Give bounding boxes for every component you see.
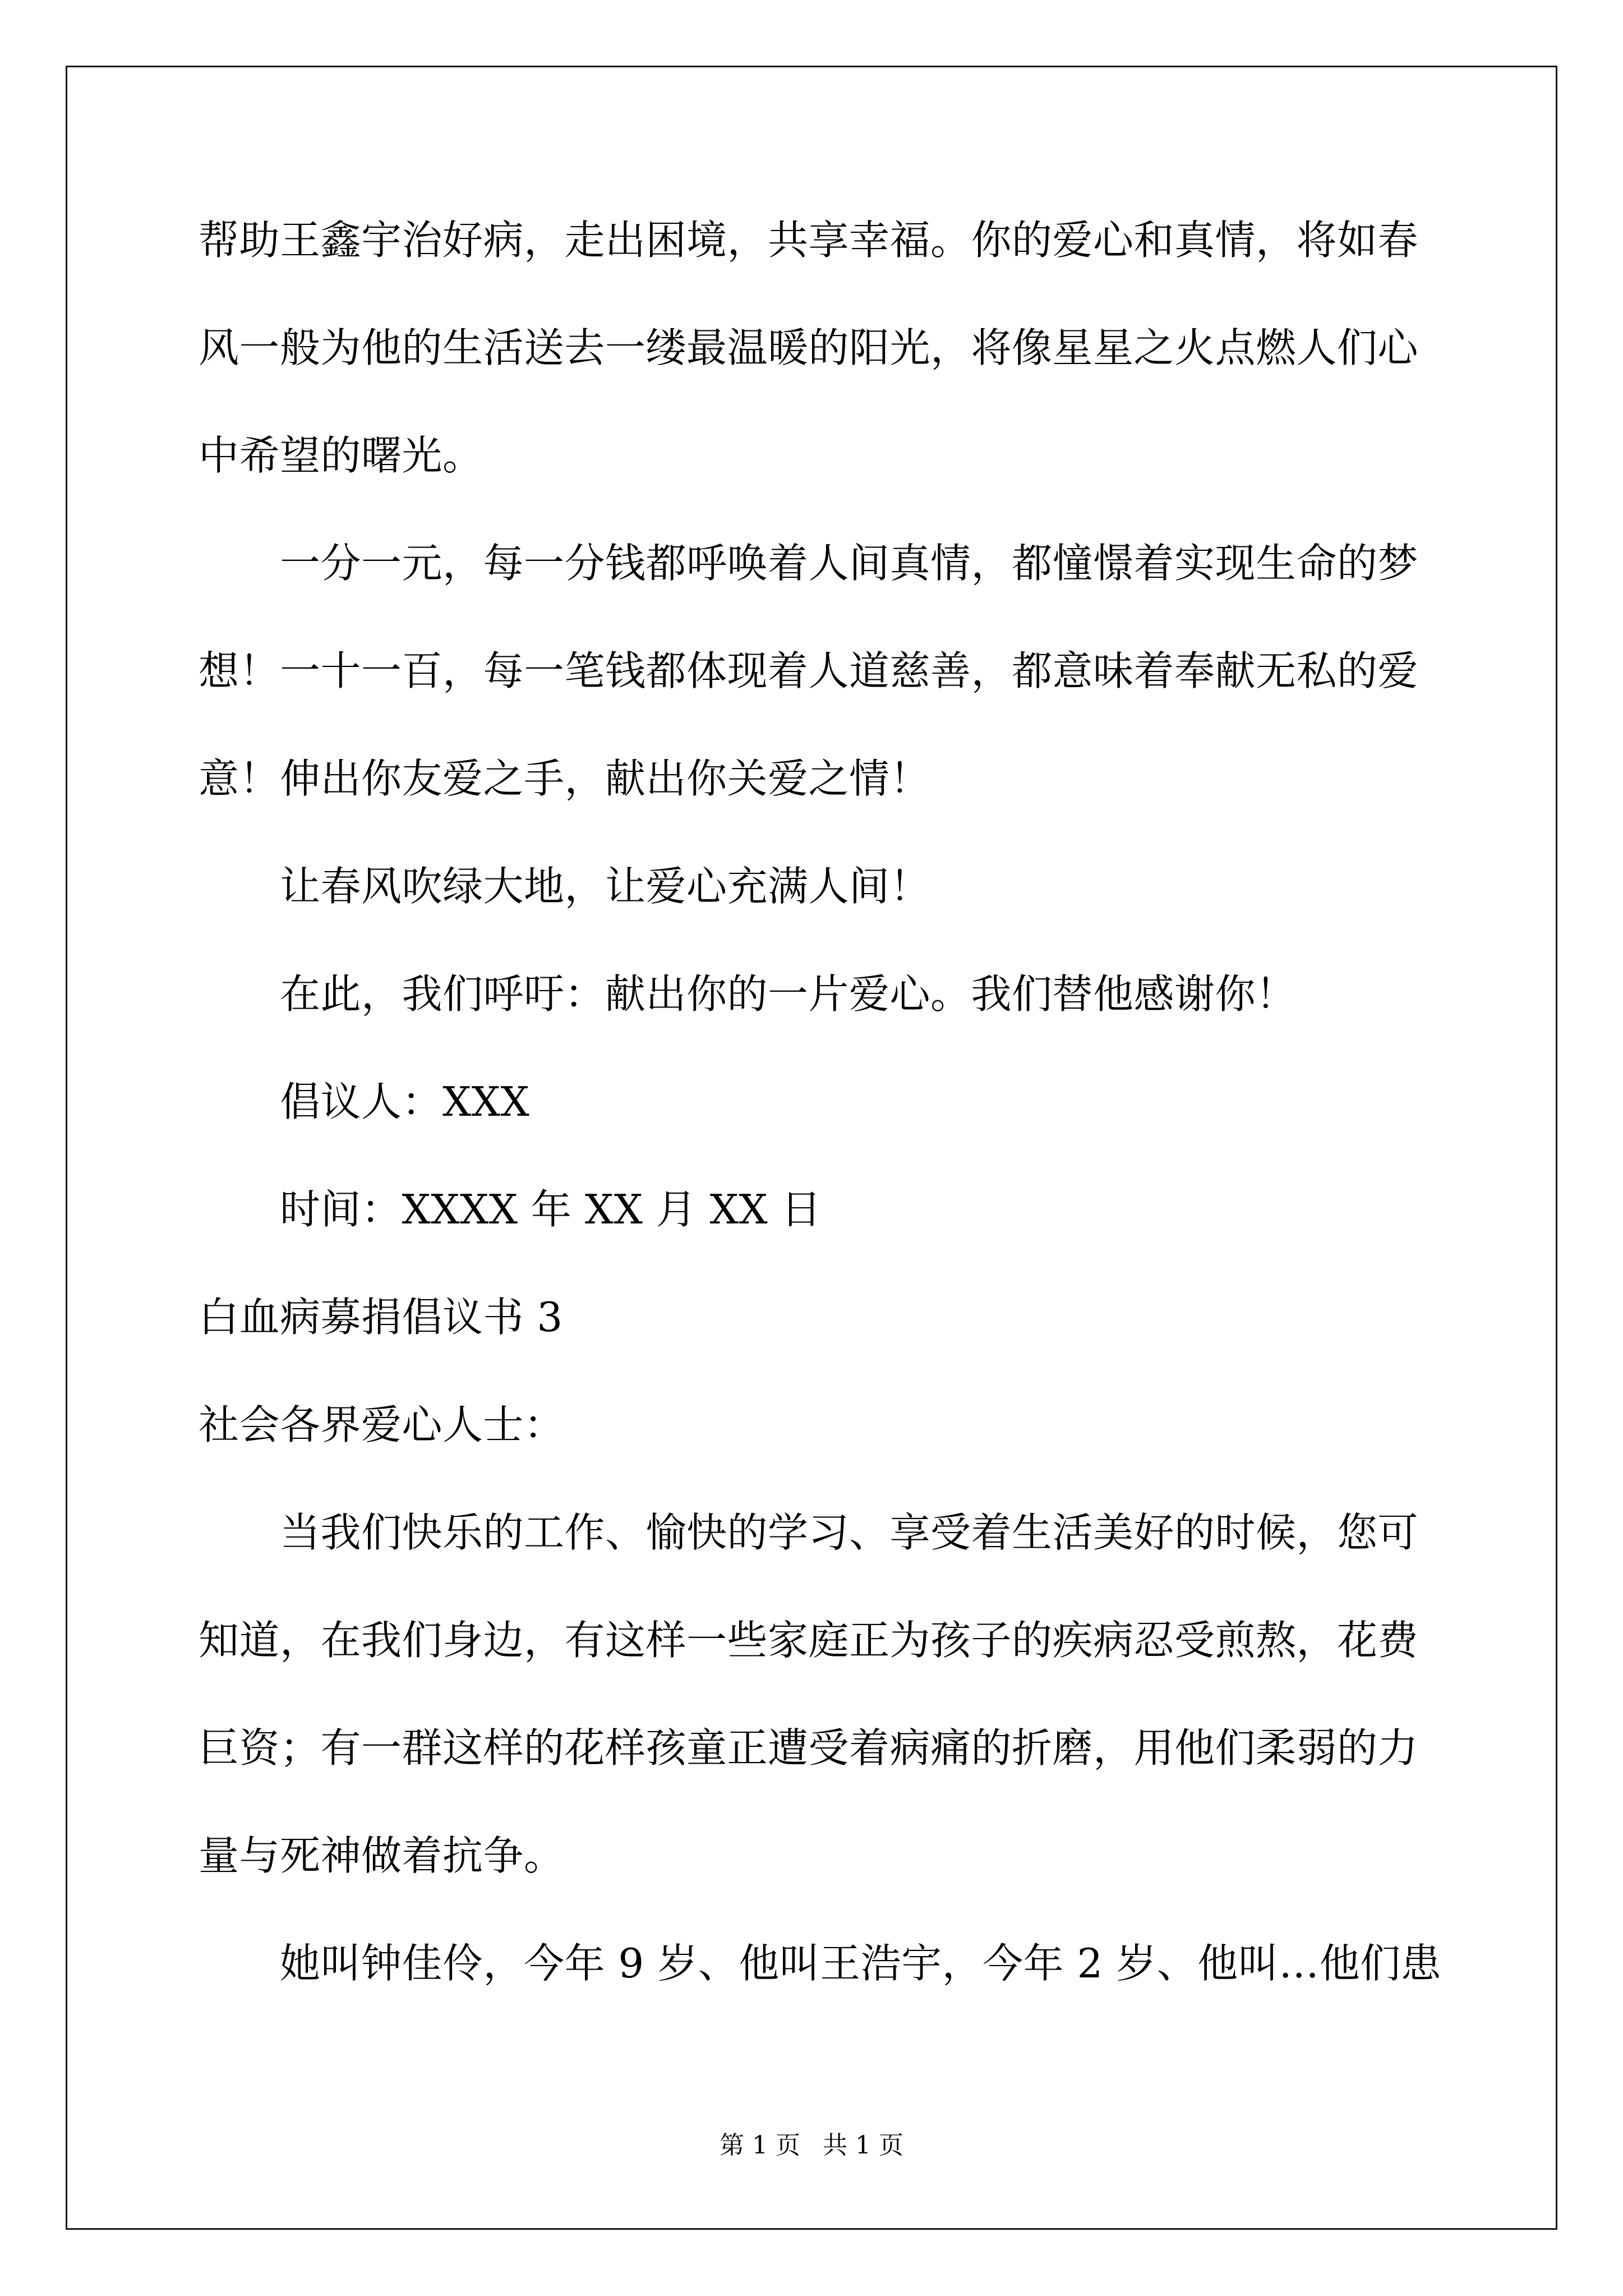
text-line: 意！伸出你友爱之手，献出你关爱之情！ [199, 755, 931, 802]
text-line: 知道，在我们身边，有这样一些家庭正为孩子的疾病忍受煎熬，花费 [199, 1617, 1419, 1664]
page-footer [0, 2129, 1623, 2162]
text-line: 一分一元，每一分钱都呼唤着人间真情，都憧憬着实现生命的梦 [199, 540, 1419, 587]
salutation: 社会各界爱心人士： [199, 1401, 565, 1448]
text-line: 帮助王鑫宇治好病，走出困境，共享幸福。你的爱心和真情，将如春 [199, 217, 1419, 264]
text-line: 中希望的曙光。 [199, 432, 483, 479]
text-line: 想！一十一百，每一笔钱都体现着人道慈善，都意味着奉献无私的爱 [199, 647, 1419, 694]
signatory-line: 倡议人：XXX [199, 1078, 530, 1125]
date-line: 时间：XXXX 年 XX 月 XX 日 [199, 1186, 822, 1233]
page-number: 第 1 页 [720, 2131, 800, 2160]
text-line: 当我们快乐的工作、愉快的学习、享受着生活美好的时候，您可 [199, 1509, 1419, 1556]
text-line: 在此，我们呼吁：献出你的一片爱心。我们替他感谢你！ [199, 970, 1297, 1018]
document-body [199, 213, 1442, 1990]
text-line: 让春风吹绿大地，让爱心充满人间！ [199, 863, 931, 910]
text-line: 巨资；有一群这样的花样孩童正遭受着病痛的折磨，用他们柔弱的力 [199, 1724, 1419, 1772]
page-total: 共 1 页 [823, 2131, 903, 2160]
section-title: 白血病募捐倡议书 3 [199, 1294, 563, 1341]
text-line: 她叫钟佳伶，今年 9 岁、他叫王浩宇，今年 2 岁、他叫…他们患 [199, 1940, 1442, 1987]
text-line: 风一般为他的生活送去一缕最温暖的阳光，将像星星之火点燃人们心 [199, 324, 1419, 371]
text-line: 量与死神做着抗争。 [199, 1832, 565, 1879]
